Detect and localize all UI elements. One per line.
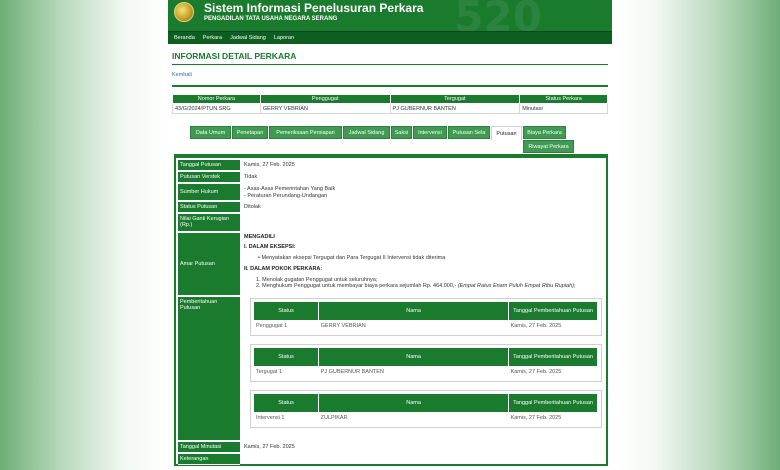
col-tanggal-pemberitahuan: Tanggal Pemberitahuan Putusan xyxy=(509,302,598,320)
col-status: Status xyxy=(254,394,319,412)
amar-pokok-item-2-text: 2. Menghukum Penggugat untuk membayar biaya perkara sejumlah Rp. 464.000,- xyxy=(256,283,458,289)
value-sumber-hukum-2: - Peraturan Perundang-Undangan xyxy=(244,193,328,199)
tab-penetapan[interactable]: Penetapan xyxy=(232,126,268,139)
tab-biaya-perkara[interactable]: Biaya Perkara xyxy=(523,126,566,139)
label-tanggal-minutasi: Tanggal Minutasi xyxy=(178,442,240,453)
value-putusan-verstek: Tidak xyxy=(244,174,258,180)
amar-eksepsi-item: • Menyatakan eksepsi Tergugat dan Para Tergugat II Intervensi tidak diterima xyxy=(258,255,446,261)
nav-laporan[interactable]: Laporan xyxy=(273,35,295,41)
cell-status-perkara: Minutasi xyxy=(520,104,608,114)
value-tanggal-putusan: Kamis, 27 Feb. 2025 xyxy=(244,162,295,168)
col-nama: Nama xyxy=(319,302,509,320)
label-status-putusan: Status Putusan xyxy=(178,202,240,213)
notification-table-3 xyxy=(250,390,602,428)
divider xyxy=(172,85,608,87)
amar-pokok-heading: II. DALAM POKOK PERKARA: xyxy=(244,266,323,272)
amar-mengadili: MENGADILI xyxy=(244,234,275,240)
cell-tergugat: PJ GUBERNUR BANTEN xyxy=(390,104,520,114)
cell-status: Tergugat 1 xyxy=(256,369,282,375)
tab-putusan-sela[interactable]: Putusan Sela xyxy=(448,126,490,139)
label-sumber-hukum: Sumber Hukum xyxy=(178,184,240,201)
notification-table-2 xyxy=(250,344,602,382)
table-row xyxy=(254,412,598,424)
label-amar-putusan: Amar Putusan xyxy=(178,233,240,296)
col-nama: Nama xyxy=(319,348,509,366)
tab-pemeriksaan-persiapan[interactable]: Pemeriksaan Persiapan xyxy=(269,126,342,139)
header-banner xyxy=(168,0,612,31)
nav-beranda[interactable]: Beranda xyxy=(174,35,195,41)
table-row xyxy=(254,320,598,332)
amar-pokok-item-2-words: (Empat Ratus Enam Puluh Empat Ribu Rupiah); xyxy=(457,283,576,289)
nav-jadwal-sidang[interactable]: Jadwal Sidang xyxy=(230,35,266,41)
watermark-graphic: 520 xyxy=(454,0,542,31)
tab-jadwal-sidang[interactable]: Jadwal Sidang xyxy=(343,126,390,139)
col-tergugat: Tergugat xyxy=(390,95,520,104)
page-title: INFORMASI DETAIL PERKARA xyxy=(172,51,608,65)
label-pemberitahuan-putusan: Pemberitahuan Putusan xyxy=(178,297,240,441)
putusan-panel xyxy=(174,154,608,466)
amar-pokok-item-1: 1. Menolak gugatan Penggugat untuk seluruhnya; xyxy=(256,277,378,283)
amar-eksepsi-text: Menyatakan eksepsi Tergugat dan Para Tergugat II Intervensi tidak diterima xyxy=(261,255,446,261)
amar-eksepsi-heading: I. DALAM EKSEPSI: xyxy=(244,244,296,250)
col-tanggal-pemberitahuan: Tanggal Pemberitahuan Putusan xyxy=(509,348,598,366)
cell-tanggal: Kamis, 27 Feb. 2025 xyxy=(510,369,562,375)
amar-pokok-item-2 xyxy=(256,283,576,289)
cell-tanggal: Kamis, 27 Feb. 2025 xyxy=(510,415,562,421)
tab-intervensi[interactable]: Intervensi xyxy=(413,126,447,139)
app-title: Sistem Informasi Penelusuran Perkara xyxy=(204,1,424,15)
col-nama: Nama xyxy=(319,394,509,412)
label-nilai-ganti-kerugian: Nilai Ganti Kerugian (Rp.) xyxy=(178,214,240,232)
case-summary-table xyxy=(172,94,608,114)
table-row xyxy=(173,104,608,114)
value-tanggal-minutasi: Kamis, 27 Feb. 2025 xyxy=(244,444,295,450)
nav-perkara[interactable]: Perkara xyxy=(202,35,223,41)
col-nomor-perkara: Nomor Perkara xyxy=(173,95,261,104)
col-tanggal-pemberitahuan: Tanggal Pemberitahuan Putusan xyxy=(509,394,598,412)
cell-tanggal: Kamis, 27 Feb. 2025 xyxy=(510,323,562,329)
tab-saksi[interactable]: Saksi xyxy=(391,126,412,139)
notification-table-1 xyxy=(250,298,602,336)
cell-status: Penggugat 1 xyxy=(256,323,288,329)
back-link[interactable]: Kembali xyxy=(172,72,192,78)
cell-nama: PJ GUBERNUR BANTEN xyxy=(320,369,384,375)
cell-nomor-perkara: 43/G/2024/PTUN.SRG xyxy=(173,104,261,114)
case-tabs xyxy=(190,126,610,154)
tab-riwayat-perkara[interactable]: Riwayat Perkara xyxy=(523,140,574,153)
cell-penggugat: GERRY VEBRIAN xyxy=(260,104,390,114)
col-status: Status xyxy=(254,348,319,366)
col-status: Status xyxy=(254,302,319,320)
table-row xyxy=(254,366,598,378)
court-emblem-icon xyxy=(174,2,194,22)
value-status-putusan: Ditolak xyxy=(244,204,261,210)
label-putusan-verstek: Putusan Verstek xyxy=(178,172,240,183)
cell-nama: ZULPIKAR xyxy=(320,415,348,421)
col-penggugat: Penggugat xyxy=(260,95,390,104)
cell-nama: GERRY VEBRIAN xyxy=(320,323,366,329)
cell-status: Intervensi 1 xyxy=(256,415,285,421)
label-tanggal-putusan: Tanggal Putusan xyxy=(178,160,240,171)
main-nav xyxy=(168,31,612,44)
court-name: PENGADILAN TATA USAHA NEGARA SERANG xyxy=(204,16,338,22)
tab-data-umum[interactable]: Data Umum xyxy=(190,126,231,139)
col-status-perkara: Status Perkara xyxy=(520,95,608,104)
label-keterangan: Keterangan xyxy=(178,454,240,465)
tab-putusan[interactable]: Putusan xyxy=(491,126,522,140)
value-sumber-hukum-1: - Asas-Asas Pemerintahan Yang Baik xyxy=(244,186,336,192)
